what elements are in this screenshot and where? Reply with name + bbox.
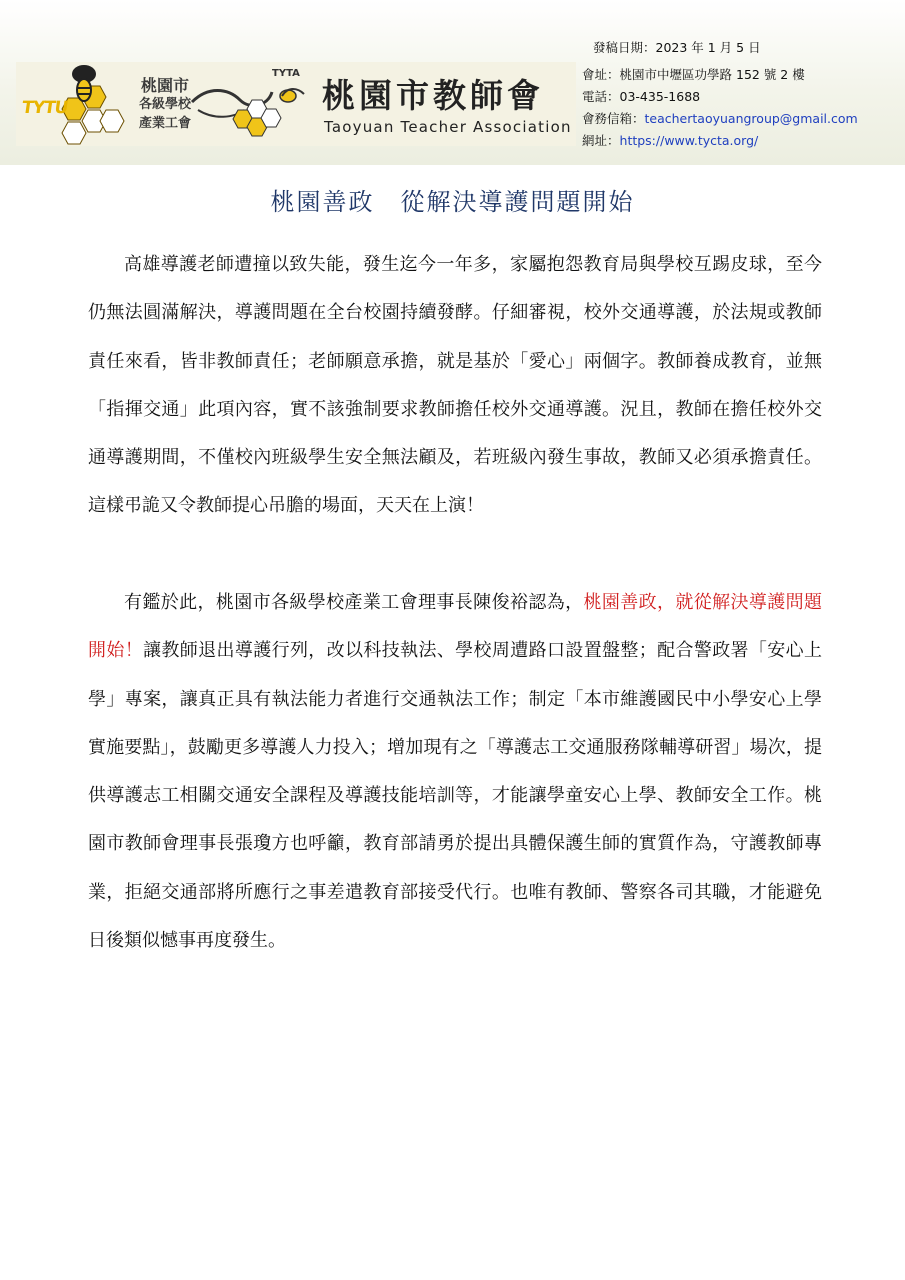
website-row	[582, 130, 900, 152]
paragraph-2-body: 讓教師退出導護行列，改以科技執法、學校周遭路口設置盤整；配合警政署「安心上學」專案，讓真正具有執法能力者進行交通執法工作；制定「本市維護國民中小學安心上學實施要點」，鼓勵更多導護人力投入；增加現有之「導護志工交通服務隊輔導研習」場次，提供導護志工相關交通安全課程及導護技能培訓等，才能讓學童安心上學、教師安全工作。桃園市教師會理事長張瓊方也呼籲，教育部請勇於提出具體保護生師的實質作為，守護教師專業，拒絕交通部將所應行之事差遣教育部接受代行。也唯有教師、警察各司其職，才能避免日後類似憾事再度發生。	[88, 640, 822, 952]
association-logo	[188, 66, 318, 144]
union-name-line2: 各級學校	[138, 97, 191, 112]
paragraph-2-intro: 有鑑於此，桃園市各級學校產業工會理事長陳俊裕認為，	[124, 592, 584, 613]
contact-info	[582, 64, 900, 152]
address-row	[582, 64, 900, 86]
phone-value: 03-435-1688	[619, 89, 701, 104]
phone-row	[582, 86, 900, 108]
association-name-en: Taoyuan Teacher Association	[324, 118, 572, 136]
website-label: 網址：	[582, 133, 620, 148]
union-name-line1: 桃園市	[140, 76, 189, 95]
article-title: 桃園善政 從解決導護問題開始	[270, 188, 635, 216]
tyta-badge: TYTA	[272, 68, 300, 79]
letterhead	[0, 0, 905, 165]
paragraph-2	[88, 579, 822, 965]
address-value: 桃園市中壢區功學路 152 號 2 樓	[619, 67, 805, 82]
logo-panel	[16, 62, 576, 146]
email-link[interactable]: teachertaoyuangroup@gmail.com	[644, 111, 858, 126]
tytu-badge: TYTU	[20, 98, 69, 118]
email-row	[582, 108, 900, 130]
address-label: 會址：	[582, 67, 620, 82]
release-date: 發稿日期：2023 年 1 月 5 日	[593, 40, 761, 55]
association-name-cn: 桃園市教師會	[322, 76, 544, 115]
website-link[interactable]: https://www.tycta.org/	[619, 133, 759, 148]
paragraph-1: 高雄導護老師遭撞以致失能，發生迄今一年多，家屬抱怨教育局與學校互踢皮球，至今仍無法圓滿解決，導護問題在全台校園持續發酵。仔細審視，校外交通導護，於法規或教師責任來看，皆非教師責任；老師願意承擔，就是基於「愛心」兩個字。教師養成教育，並無「指揮交通」此項內容，實不該強制要求教師擔任校外交通導護。況且，教師在擔任校外交通導護期間，不僅校內班級學生安全無法顧及，若班級內發生事故，教師又必須承擔責任。這樣弔詭又令教師提心吊膽的場面，天天在上演！	[88, 254, 822, 517]
email-label: 會務信箱：	[582, 111, 645, 126]
paragraph-2-highlight: 桃園善政，就從解決導護問題開始！	[88, 592, 823, 662]
union-name-line3: 產業工會	[138, 116, 191, 131]
phone-label: 電話：	[582, 89, 620, 104]
